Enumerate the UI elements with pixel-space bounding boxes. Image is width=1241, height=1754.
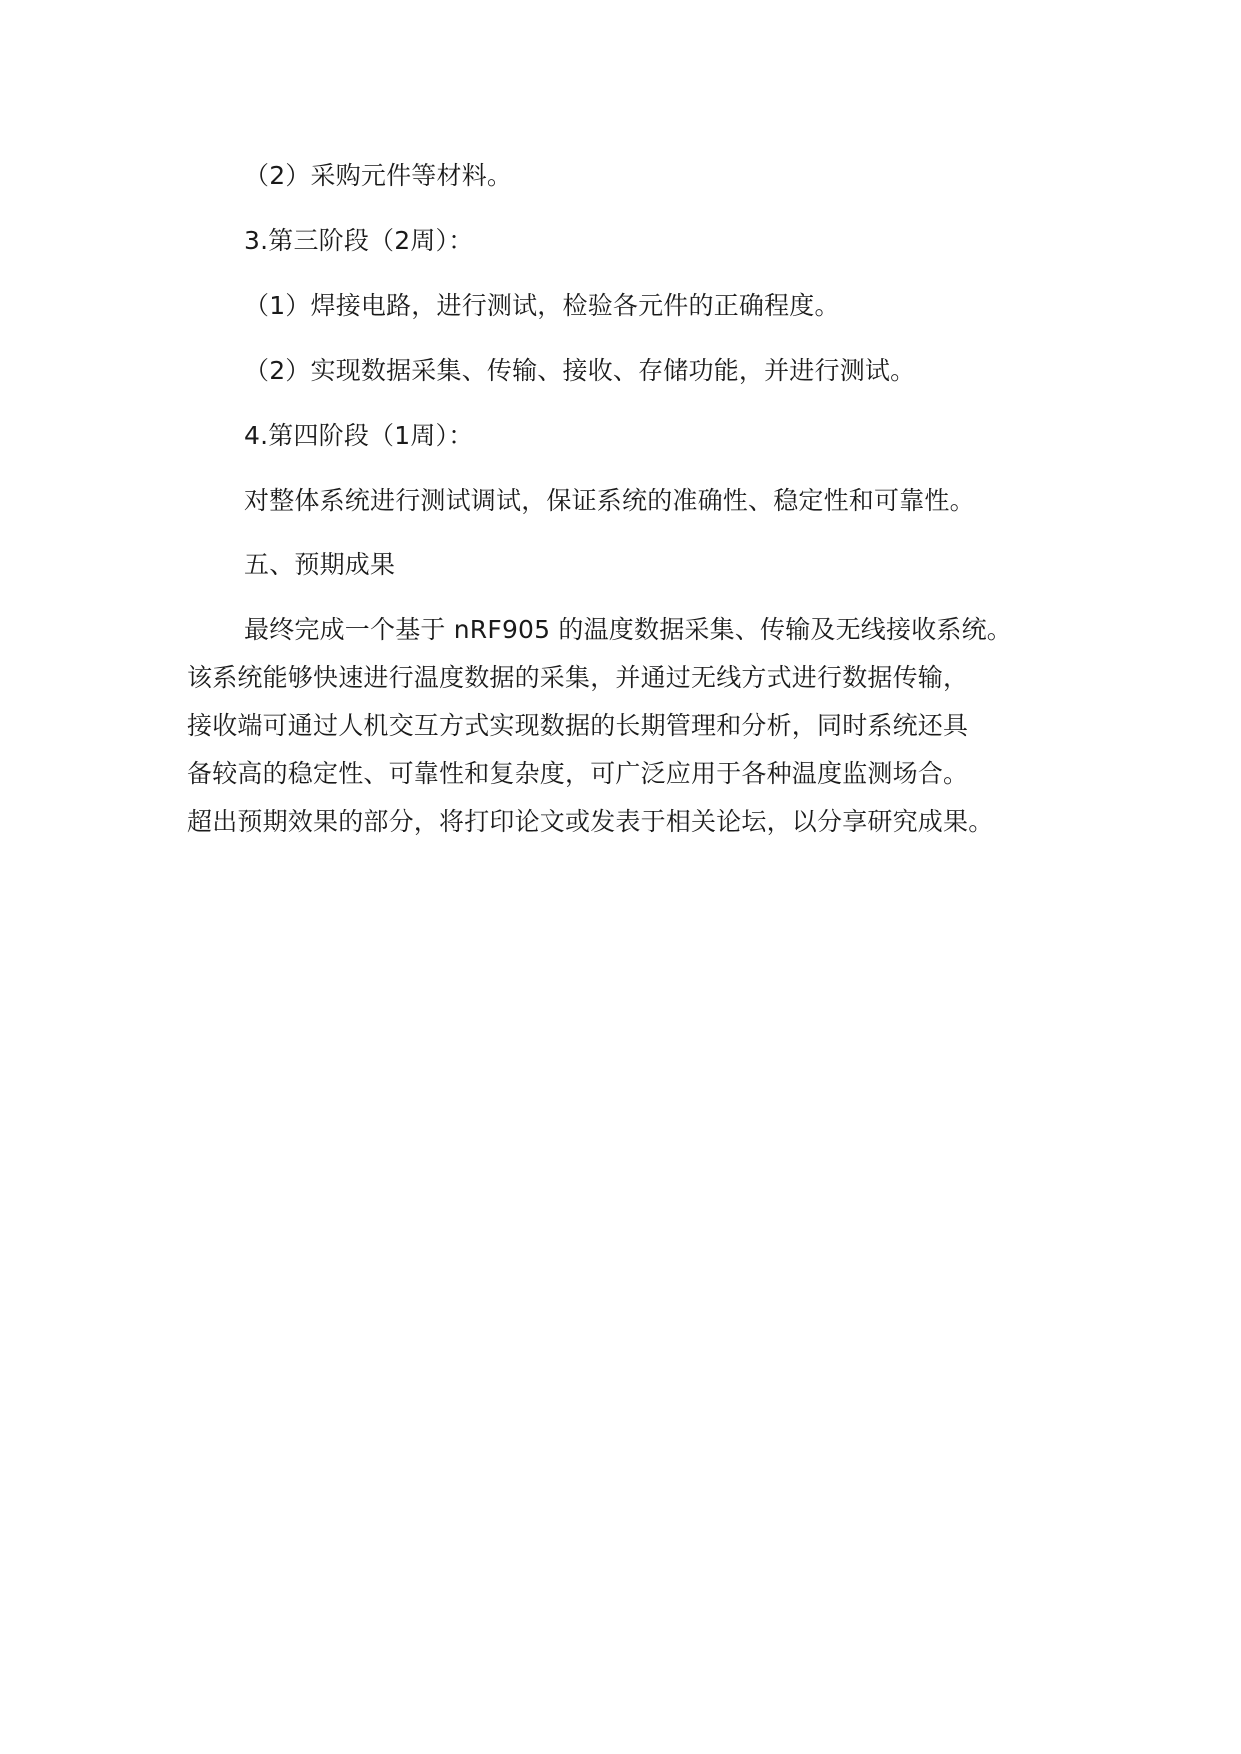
text-line: 超出预期效果的部分，将打印论文或发表于相关论坛，以分享研究成果。 <box>187 807 994 836</box>
text-line: （1）焊接电路，进行测试，检验各元件的正确程度。 <box>244 291 840 320</box>
section-heading: 五、预期成果 <box>244 550 396 579</box>
text-line: 3.第三阶段（2周）： <box>244 226 474 255</box>
text-line: （2）采购元件等材料。 <box>244 161 513 190</box>
text-line: 4.第四阶段（1周）： <box>244 421 474 450</box>
text-line: 备较高的稳定性、可靠性和复杂度，可广泛应用于各种温度监测场合。 <box>187 759 969 788</box>
text-line: 接收端可通过人机交互方式实现数据的长期管理和分析，同时系统还具 <box>187 711 969 740</box>
text-line: （2）实现数据采集、传输、接收、存储功能，并进行测试。 <box>244 356 916 385</box>
text-line: 该系统能够快速进行温度数据的采集，并通过无线方式进行数据传输， <box>187 663 969 692</box>
text-line: 对整体系统进行测试调试，保证系统的准确性、稳定性和可靠性。 <box>244 486 975 515</box>
text-line: 最终完成一个基于 nRF905 的温度数据采集、传输及无线接收系统。 <box>244 615 1013 644</box>
